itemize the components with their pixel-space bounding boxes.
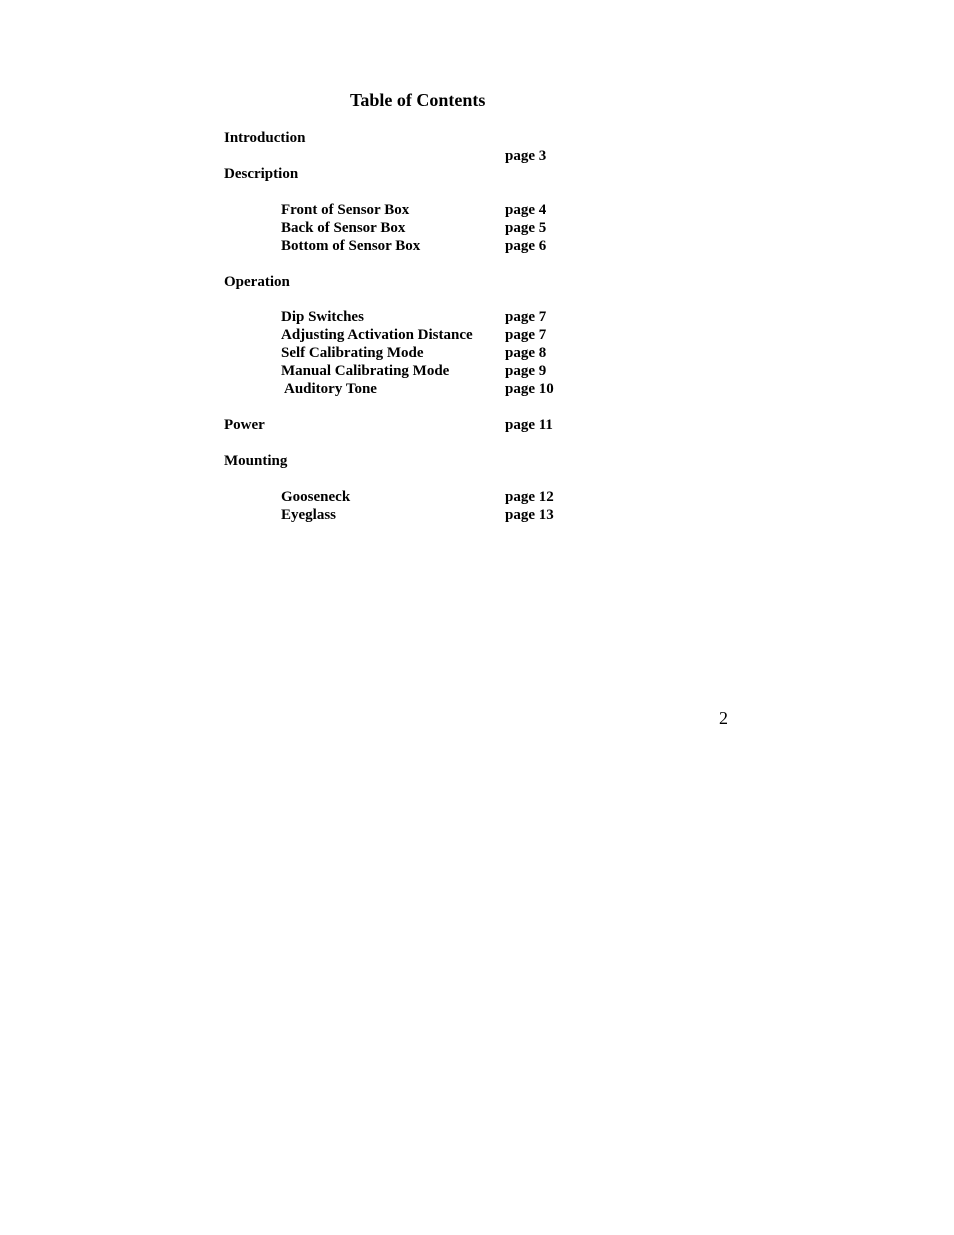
- toc-entry-page: page 9: [505, 363, 547, 379]
- toc-entry-self-calibrating-mode: Self Calibrating Mode: [281, 345, 424, 361]
- toc-entry-manual-calibrating-mode: Manual Calibrating Mode: [281, 363, 450, 379]
- toc-entry-auditory-tone: Auditory Tone: [284, 381, 377, 397]
- toc-entry-page: page 7: [505, 309, 547, 325]
- page-number: 2: [719, 708, 728, 728]
- section-power-page: page 11: [505, 417, 553, 433]
- section-power: Power: [224, 417, 265, 433]
- toc-entry-page: page 8: [505, 345, 547, 361]
- section-introduction: Introduction: [224, 130, 306, 146]
- toc-entry-gooseneck: Gooseneck: [281, 489, 351, 505]
- section-operation: Operation: [224, 274, 290, 290]
- toc-entry-back-of-sensor-box: Back of Sensor Box: [281, 220, 406, 236]
- section-introduction-page: page 3: [505, 148, 547, 164]
- section-mounting: Mounting: [224, 453, 288, 469]
- toc-entry-dip-switches: Dip Switches: [281, 309, 364, 325]
- toc-entry-page: page 4: [505, 202, 547, 218]
- toc-entry-page: page 10: [505, 381, 554, 397]
- toc-entry-page: page 6: [505, 238, 547, 254]
- toc-entry-front-of-sensor-box: Front of Sensor Box: [281, 202, 410, 218]
- toc-entry-page: page 13: [505, 507, 554, 523]
- toc-entry-page: page 7: [505, 327, 547, 343]
- toc-entry-page: page 5: [505, 220, 547, 236]
- page-title: Table of Contents: [350, 90, 486, 110]
- toc-entry-page: page 12: [505, 489, 554, 505]
- section-description: Description: [224, 166, 299, 182]
- toc-entry-eyeglass: Eyeglass: [281, 507, 337, 523]
- toc-entry-adjusting-activation-distance: Adjusting Activation Distance: [281, 327, 473, 343]
- toc-entry-bottom-of-sensor-box: Bottom of Sensor Box: [281, 238, 421, 254]
